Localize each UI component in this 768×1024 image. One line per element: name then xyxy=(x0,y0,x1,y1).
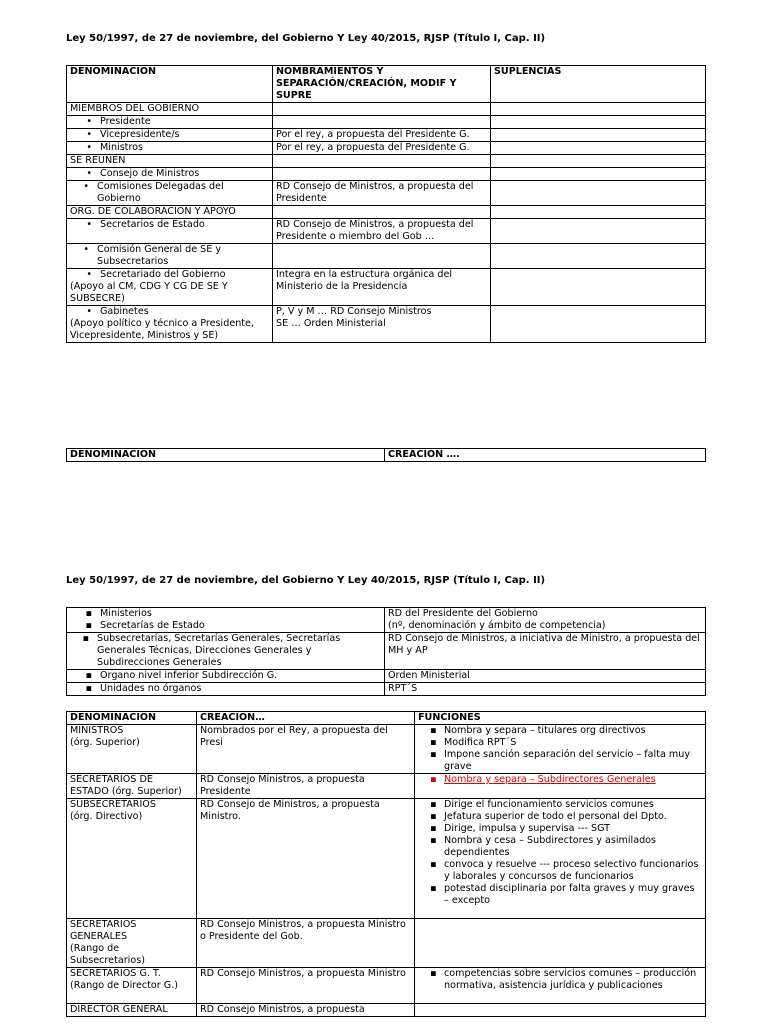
header-creacion: CREACION… xyxy=(197,712,415,725)
table-row xyxy=(67,968,706,1004)
list-item-highlighted: ▪ Nombra y separa – Subdirectores Generales xyxy=(418,774,702,786)
cell-creacion: RD Consejo Ministros, a propuesta Ministro xyxy=(197,968,415,1004)
cell-organo: ▪Órgano nivel inferior Subdirección G. xyxy=(67,670,385,683)
table-header-row xyxy=(67,712,706,725)
cell-denominacion: •Presidente xyxy=(67,116,273,129)
bullet-icon xyxy=(70,168,100,180)
cell-nombramiento: Integra en la estructura orgánica del Ministerio de la Presidencia xyxy=(273,269,491,306)
cell-funciones xyxy=(415,799,706,919)
table-row xyxy=(67,269,706,306)
table-header-row xyxy=(67,449,706,462)
cell-nombramiento xyxy=(273,244,491,269)
header-suplencias: SUPLENCIAS xyxy=(491,66,706,103)
cell-creacion: RD Consejo Ministros, a propuesta Ministro o Presidente del Gob. xyxy=(197,919,415,968)
table-row xyxy=(67,683,706,696)
cell-creacion: RD del Presidente del Gobierno (nº, denominación y ámbito de competencia) xyxy=(385,608,706,633)
cell-funciones xyxy=(415,919,706,968)
bullet-icon xyxy=(67,181,97,193)
cell-suplencia xyxy=(491,103,706,116)
table-row xyxy=(67,725,706,774)
table-row xyxy=(67,168,706,181)
cell-denominacion: •Consejo de Ministros xyxy=(67,168,273,181)
table-row xyxy=(67,116,706,129)
cell-creacion: RD Consejo Ministros, a propuesta Presidente xyxy=(197,774,415,799)
cell-funciones xyxy=(415,774,706,799)
table-row xyxy=(67,774,706,799)
table-row xyxy=(67,1004,706,1017)
cell-denominacion: •Secretariado del Gobierno (Apoyo al CM, CDG Y CG DE SE Y SUBSECRE) xyxy=(67,269,273,306)
cell-funciones xyxy=(415,725,706,774)
cell-suplencia xyxy=(491,219,706,244)
header-funciones: FUNCIONES xyxy=(415,712,706,725)
table-row xyxy=(67,155,706,168)
cell-suplencia xyxy=(491,244,706,269)
cell-nombramiento: RD Consejo de Ministros, a propuesta del Presidente xyxy=(273,181,491,206)
cell-denominacion: • Comisiones Delegadas del Gobierno xyxy=(67,181,273,206)
cell-denominacion: SUBSECRETARIOS (órg. Directivo) xyxy=(67,799,197,919)
page-heading-1: Ley 50/1997, de 27 de noviembre, del Gobierno Y Ley 40/2015, RJSP (Título I, Cap. II) xyxy=(66,33,546,44)
bullet-icon xyxy=(70,683,100,695)
list-item: ▪ Nombra y cesa – Subdirectores y asimilados dependientes xyxy=(418,835,702,859)
cell-organo: ▪Unidades no órganos xyxy=(67,683,385,696)
cell-funciones xyxy=(415,1004,706,1017)
cell-suplencia xyxy=(491,116,706,129)
cell-denominacion: SECRETARIOS G. T. (Rango de Director G.) xyxy=(67,968,197,1004)
cell-suplencia xyxy=(491,142,706,155)
cell-denominacion: ORG. DE COLABORACIÓN Y APOYO xyxy=(67,206,273,219)
cell-creacion: RD Consejo de Ministros, a propuesta Ministro. xyxy=(197,799,415,919)
cell-denominacion: •Secretarios de Estado xyxy=(67,219,273,244)
cell-denominacion: DIRECTOR GENERAL xyxy=(67,1004,197,1017)
list-item: ▪ Nombra y separa – titulares org directivos xyxy=(418,725,702,737)
cell-suplencia xyxy=(491,181,706,206)
cell-denominacion: SE REÚNEN xyxy=(67,155,273,168)
table-row xyxy=(67,799,706,919)
cell-suplencia xyxy=(491,168,706,181)
header-creacion: CREACION …. xyxy=(385,449,706,462)
cell-suplencia xyxy=(491,155,706,168)
cell-denominacion: MINISTROS (órg. Superior) xyxy=(67,725,197,774)
list-item: ▪ Jefatura superior de todo el personal del Dpto. xyxy=(418,811,702,823)
bullet-icon xyxy=(70,269,100,281)
cell-denominacion: •Gabinetes (Apoyo político y técnico a Presidente, Vicepresidente, Ministros y SE) xyxy=(67,306,273,343)
table-row xyxy=(67,919,706,968)
cell-denominacion: • Comisión General de SE y Subsecretarios xyxy=(67,244,273,269)
cell-nombramiento: Por el rey, a propuesta del Presidente G. xyxy=(273,129,491,142)
page-heading-2: Ley 50/1997, de 27 de noviembre, del Gobierno Y Ley 40/2015, RJSP (Título I, Cap. II) xyxy=(66,575,546,586)
table-row xyxy=(67,244,706,269)
header-nombramientos: NOMBRAMIENTOS Y SEPARACIÓN/CREACIÓN, MODIF Y SUPRE xyxy=(273,66,491,103)
table-denominacion-creacion xyxy=(66,448,706,462)
bullet-icon xyxy=(70,116,100,128)
bullet-icon xyxy=(70,670,100,682)
bullet-icon xyxy=(70,306,100,318)
cell-denominacion: •Vicepresidente/s xyxy=(67,129,273,142)
cell-nombramiento xyxy=(273,206,491,219)
bullet-icon xyxy=(67,633,97,645)
cell-denominacion: MIEMBROS DEL GOBIERNO xyxy=(67,103,273,116)
table-row xyxy=(67,608,706,633)
cell-denominacion: SECRETARIOS DE ESTADO (órg. Superior) xyxy=(67,774,197,799)
header-denominacion: DENOMINACION xyxy=(67,66,273,103)
cell-nombramiento xyxy=(273,103,491,116)
cell-creacion: Orden Ministerial xyxy=(385,670,706,683)
cell-creacion: RD Consejo de Ministros, a iniciativa de Ministro, a propuesta del MH y AP xyxy=(385,633,706,670)
table-row xyxy=(67,219,706,244)
table-row xyxy=(67,142,706,155)
cell-nombramiento: P, V y M … RD Consejo Ministros SE … Orden Ministerial xyxy=(273,306,491,343)
bullet-icon xyxy=(70,608,100,620)
bullet-icon xyxy=(70,620,100,632)
cell-creacion: Nombrados por el Rey, a propuesta del Presi xyxy=(197,725,415,774)
list-item: ▪ Dirige el funcionamiento servicios comunes xyxy=(418,799,702,811)
table-row xyxy=(67,181,706,206)
cell-nombramiento: Por el rey, a propuesta del Presidente G. xyxy=(273,142,491,155)
bullet-icon xyxy=(70,142,100,154)
header-denominacion: DENOMINACION xyxy=(67,712,197,725)
bullet-icon xyxy=(67,244,97,256)
cell-denominacion: •Ministros xyxy=(67,142,273,155)
list-item: ▪ competencias sobre servicios comunes – producción normativa, asistencia jurídica y publicaciones xyxy=(418,968,702,992)
table-row xyxy=(67,306,706,343)
table-creacion-organos xyxy=(66,607,706,696)
cell-suplencia xyxy=(491,129,706,142)
list-item: ▪ Impone sanción separación del servicio – falta muy grave xyxy=(418,749,702,773)
cell-nombramiento xyxy=(273,168,491,181)
table-row xyxy=(67,129,706,142)
table-funciones xyxy=(66,711,706,1017)
table-header-row xyxy=(67,66,706,103)
cell-nombramiento xyxy=(273,116,491,129)
header-denominacion: DENOMINACION xyxy=(67,449,385,462)
cell-organo: ▪Ministerios ▪Secretarías de Estado xyxy=(67,608,385,633)
list-item: ▪ Dirige, impulsa y supervisa --- SGT xyxy=(418,823,702,835)
cell-creacion: RPT´S xyxy=(385,683,706,696)
list-item: ▪ convoca y resuelve --- proceso selectivo funcionarios y laborales y concursos de funcionarios xyxy=(418,859,702,883)
table-row xyxy=(67,633,706,670)
cell-organo: ▪ Subsecretarías, Secretarías Generales, Secretarías Generales Técnicas, Direcciones Generales y Subdirecciones Generales xyxy=(67,633,385,670)
cell-denominacion: SECRETARIOS GENERALES (Rango de Subsecretarios) xyxy=(67,919,197,968)
table-organos-gobierno xyxy=(66,65,706,343)
list-item: ▪ potestad disciplinaria por falta graves y muy graves – excepto xyxy=(418,883,702,907)
list-item: ▪ Modifica RPT´S xyxy=(418,737,702,749)
cell-suplencia xyxy=(491,269,706,306)
cell-funciones xyxy=(415,968,706,1004)
cell-creacion: RD Consejo Ministros, a propuesta xyxy=(197,1004,415,1017)
bullet-icon xyxy=(70,129,100,141)
table-row xyxy=(67,103,706,116)
table-row xyxy=(67,206,706,219)
bullet-icon xyxy=(70,219,100,231)
cell-nombramiento: RD Consejo de Ministros, a propuesta del Presidente o miembro del Gob … xyxy=(273,219,491,244)
cell-suplencia xyxy=(491,206,706,219)
cell-nombramiento xyxy=(273,155,491,168)
cell-suplencia xyxy=(491,306,706,343)
table-row xyxy=(67,670,706,683)
